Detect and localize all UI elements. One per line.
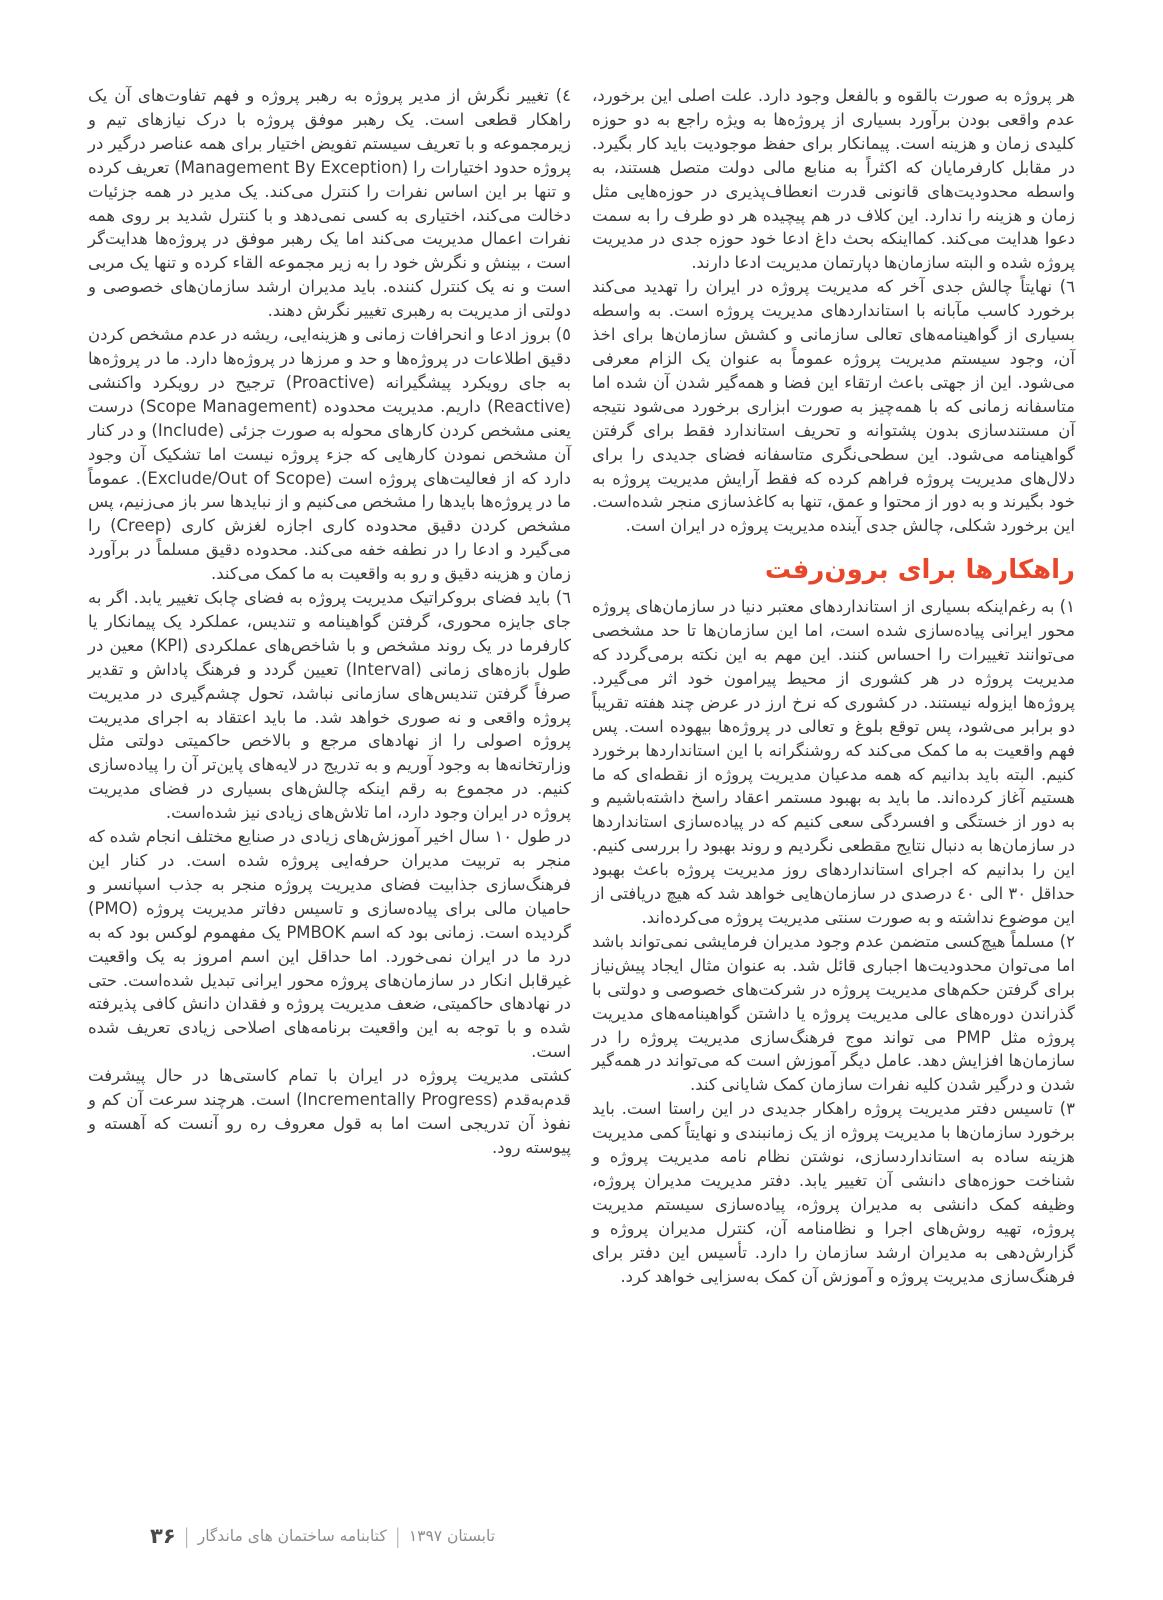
footer-separator: | xyxy=(394,1523,401,1549)
body-paragraph: ٢) مسلماً هیچ‌کسی متضمن عدم وجود مدیران فرمایشی نمی‌تواند باشد اما می‌توان محدودیت‌ها اجباری قائل شد. به عنوان مثال ایجاد پیش‌نیاز برای گرفتن حکم‌های مدیریت پروژه در شرکت‌های خصوصی و دولتی با گذراندن دوره‌های عالی مدیریت پروژه یا داشتن گواهینامه‌های مدیریت پروژه مثل PMP می تواند موج فرهنگ‌سازی مدیریت پروژه را در سازمان‌ها افزایش دهد. عامل دیگر آموزش است که می‌تواند در همه‌گیر شدن و درگیر شدن کلیه نفرات سازمان کمک شایانی کند. xyxy=(592,931,1075,1095)
body-paragraph: ١) به رغم‌اینکه بسیاری از استانداردهای معتبر دنیا در سازمان‌های پروژه محور ایرانی پیاده‌سازی شده است، اما این سازمان‌ها تا حد مشخصی می‌توانند تغییرات را احساس کنند. این مهم به این نکته برمی‌گردد که مدیریت پروژه در هر کشوری از محیط پیرامون خود اثر می‌گیرد. پروژه‌ها ایزوله نیستند. در کشوری که نرخ ارز در عرض چند هفته تقریباً دو برابر می‌شود، پس توقع بلوغ و تعالی در پروژه‌ها بیهوده است. پس فهم واقعیت به ما کمک می‌کند که روشنگرانه با این استانداردها برخورد کنیم. البته باید بدانیم که همه مدعیان مدیریت پروژه از نقطه‌ای که ما هستیم آغاز کرده‌اند. ما باید به بهبود مستمر اعقاد راسخ داشته‌باشیم و به دور از خستگی و افسردگی سعی کنیم که در پیاده‌سازی استانداردها در سازمان‌ها به دنبال نتایج مقطعی نگردیم و روند بهبود را بررسی کنیم. این را بدانیم که اجرای استانداردهای روز مدیریت پروژه باعث بهبود حداقل ٣٠ الی ٤٠ درصدی در سازمان‌هایی خواهد شد که هیچ دریافتی از این موضوع نداشته و به صورت سنتی مدیریت پروژه می‌کرده‌اند. xyxy=(592,597,1076,927)
body-paragraph: هر پروژه به صورت بالقوه و بالفعل وجود دارد. علت اصلی این برخورد، عدم واقعی بودن برآورد بسیاری از پروژه‌ها به ویژه راجع به دو حوزه کلیدی زمان و هزینه است. پیمانکار برای حفظ موجودیت باید کار بگیرد. در مقابل کارفرمایان که اکثراً به منابع مالی دولت متصل هستند، به واسطه محدودیت‌های قانونی قدرت انعطاف‌پذیری در حوزه‌هایی مثل زمان و هزینه را ندارد. این کلاف در هم پیچیده هر دو طرف را به سمت دعوا هدایت می‌کند. کمااینکه بحث داغ ادعا خود حوزه جدی در مدیریت پروژه شده و البته سازمان‌ها دپارتمان مدیریت ادعا دارند. xyxy=(592,86,1075,273)
section-heading: راهکارها برای برون‌رفت xyxy=(764,555,1075,586)
body-paragraph: کشتی مدیریت پروژه در ایران با تمام کاستی‌ها در حال پیشرفت قدم‌به‌قدم (Incrementally Progress) است. هرچند سرعت آن کم و نفوذ آن تدریجی است اما به قول معروف ره رو آنست که آهسته و پیوسته رود. xyxy=(88,1066,571,1157)
body-paragraph: ٦) نهایتاً چالش جدی آخر که مدیریت پروژه در ایران را تهدید می‌کند برخورد کاسب مآبانه با استانداردهای مدیریت پروژه است. به واسطه بسیاری از گواهینامه‌های تعالی سازمانی و کشش سازمان‌ها برای اخذ آن، وجود سیستم مدیریت پروژه عموماً به عنوان یک الزام معرفی می‌شود. این از جهتی باعث ارتقاء این فضا و همه‌گیر شدن آن شده اما متاسفانه زمانی که با همه‌چیز به صورت ابزاری برخورد می‌شود نتیجه آن مستندسازی بدون پشتوانه و تحریف استاندارد فقط برای گرفتن گواهینامه می‌شود. این سطحی‌نگری متاسفانه فضای جدیدی را برای دلال‌های مدیریت پروژه فراهم کرده که فقط آرایش مدیریت پروژه به خود بگیرند و به دور از محتوا و عمق، تنها به کاغذسازی منجر شده‌است. این برخورد شکلی، چالش جدی آینده مدیریت پروژه در ایران است. xyxy=(592,277,1075,536)
body-paragraph: ٥) بروز ادعا و انحرافات زمانی و هزینه‌ایی، ریشه در عدم مشخص کردن دقیق اطلاعات در پروژه‌ها و حد و مرزها در پروژه‌ها دارد. ما در پروژه‌ها به جای رویکرد پیشگیرانه (Proactive) ترجیح در رویکرد واکنشی (Reactive) داریم. مدیریت محدوده (Scope Management) درست یعنی مشخص کردن کارهای محوله به صورت جزئی (Include) و در کنار آن مشخص نمودن کارهایی که جزء پروژه نیست اما تشکیک آن وجود دارد که از فعالیت‌های پروژه است (Exclude/Out of Scope). عموماً ما در پروژه‌ها بایدها را مشخص می‌کنیم و از نبایدها سر باز می‌زنیم، پس مشخص کردن دقیق محدوده کاری اجازه لغزش کاری (Creep) را می‌گیرد و ادعا را در نطفه خفه می‌کند. محدوده دقیق مسلماً در برآورد زمان و هزینه دقیق و رو به واقعیت به ما کمک می‌کند. xyxy=(88,325,572,584)
column-right xyxy=(592,84,1075,1289)
footer-separator: | xyxy=(183,1523,190,1549)
page-footer xyxy=(150,1524,495,1548)
footer-issue-season: تابستان ۱۳۹۷ xyxy=(408,1527,496,1545)
column-left xyxy=(88,84,571,1289)
body-paragraph: ٦) باید فضای بروکراتیک مدیریت پروژه به فضای چابک تغییر یابد. اگر به جای جایزه محوری، گرفتن گواهینامه و تندیس، عملکرد یک پیمانکار یا کارفرما در یک روند مشخص و با شاخص‌های عملکردی (KPI) معین در طول بازه‌های زمانی (Interval) تعیین گردد و فرهنگ پاداش و تقدیر صرفاً گرفتن تندیس‌های سازمانی نباشد، تحول چشم‌گیری در مدیریت پروژه واقعی و نه صوری خواهد شد. ما باید اعتقاد به اجرای مدیریت پروژه اصولی را از نهادهای مرجع و بالاخص حاکمیتی دولتی مثل وزارتخانه‌ها به وجود آوریم و به تدریج در لایه‌های پاین‌تر آن را پیاده‌سازی کنیم. در مجموع به رقم اینکه چالش‌های بسیاری در فضای مدیریت پروژه در ایران وجود دارد، اما تلاش‌های زیادی نیز شده‌است. xyxy=(88,588,572,823)
footer-publication-title: کتابنامه ساختمان های ماندگار xyxy=(197,1527,387,1545)
body-paragraph: ٣) تاسیس دفتر مدیریت پروژه راهکار جدیدی در این راستا است. باید برخورد سازمان‌ها با مدیریت پروژه از یک زمانبندی و نهایتاً کمی مدیریت هزینه ساده به استانداردسازی، نوشتن نظام نامه مدیریت پروژه و شناخت حوزه‌های دانشی آن تغییر یابد. دفتر مدیریت مدیران پروژه، وظیفه کمک دانشی به مدیران پروژه، پیاده‌سازی سیستم مدیریت پروژه، تهیه روش‌های اجرا و نظامنامه آن، کنترل مدیران پروژه و گزارش‌دهی به مدیران ارشد سازمان را دارد. تأسیس این دفتر برای فرهنگ‌سازی مدیریت پروژه و آموزش آن کمک به‌سزایی خواهد کرد. xyxy=(592,1099,1075,1286)
body-paragraph: در طول ١٠ سال اخیر آموزش‌های زیادی در صنایع مختلف انجام شده که منجر به تربیت مدیران حرفه‌ایی پروژه شده است. در کنار این فرهنگ‌سازی جذابیت فضای مدیریت پروژه منجر به جذب اسپانسر و حامیان مالی برای پیاده‌سازی و تاسیس دفاتر مدیریت پروژه (PMO) گردیده است. زمانی بود که اسم PMBOK یک مفهموم لوکس بود که به درد ما در ایران نمی‌خورد. اما حداقل این اسم امروز به یک واقعیت غیرقابل انکار در سازمان‌های پروژه محور ایرانی تبدیل شده‌است. حتی در نهادهای حاکمیتی، ضعف مدیریت پروژه و فقدان دانش کافی پذیرفته شده و با توجه به این واقعیت برنامه‌های اصلاحی زیادی تعریف شده است. xyxy=(88,827,572,1062)
body-paragraph: ٤) تغییر نگرش از مدیر پروژه به رهبر پروژه و فهم تفاوت‌های آن یک راهکار قطعی است. یک رهبر موفق پروژه با درک نیازهای تیم و زیرمجموعه و با تعریف سیستم تفویض اختیار برای همه عناصر درگیر در پروژه حدود اختیارات را (Management By Exception) تعریف کرده و تنها بر این اساس نفرات را کنترل می‌کند. یک مدیر در همه جزئیات دخالت می‌کند، اختیاری به کسی نمی‌دهد و با کنترل شدید بر روی همه نفرات اعمال مدیریت می‌کند اما یک رهبر موفق در پروژه‌ها هدایت‌گر است ، بینش و نگرش خود را به زیر مجموعه القاء کرده و تنها یک مربی است و نه یک کنترل کننده. باید مدیران ارشد سازمان‌های خصوصی و دولتی از مدیریت به رهبری تغییر نگرش دهند. xyxy=(88,86,571,321)
footer-page-number: ۳۶ xyxy=(150,1524,176,1548)
article-body xyxy=(88,84,1075,1289)
